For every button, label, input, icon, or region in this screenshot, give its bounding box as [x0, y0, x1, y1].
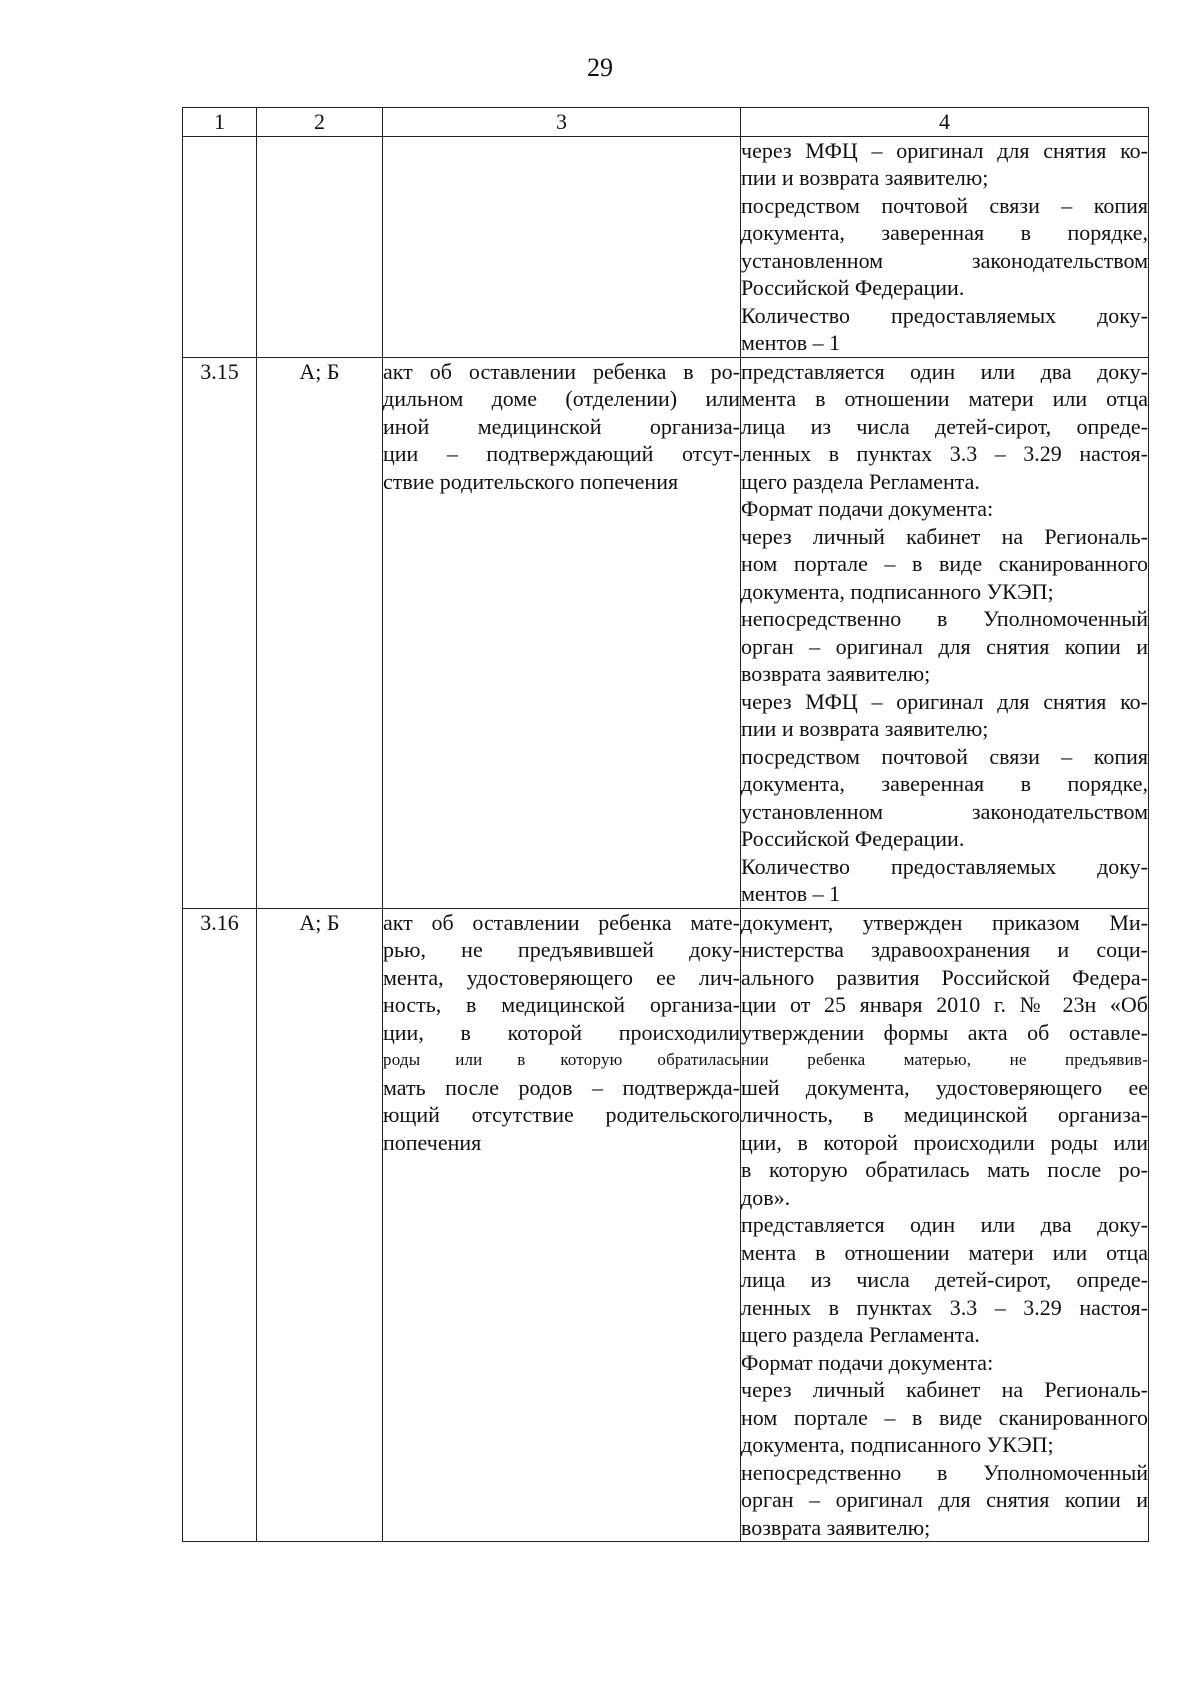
column-header-3: 3 — [383, 108, 741, 137]
requirements-line: посредством почтовой связи – копия — [741, 743, 1148, 769]
requirements-line: ленных в пунктах 3.3 – 3.29 настоя- — [741, 441, 1148, 466]
requirements-line: орган – оригинал для снятия копии и — [741, 633, 1148, 659]
requirements-line: ном портале – в виде сканированного — [741, 1404, 1148, 1430]
document-name-line: ции, в которой происходили — [383, 1019, 740, 1045]
requirements-line: орган – оригинал для снятия копии и — [741, 1487, 1148, 1512]
table-row — [183, 357, 1149, 908]
document-name-line: попечения — [383, 1129, 482, 1155]
requirements-line: Российской Федерации. — [741, 826, 965, 851]
document-requirements-cell — [741, 136, 1149, 357]
requirements-line: установленном законодательством — [741, 798, 1148, 824]
document-name-line: ющий отсутствие родительского — [383, 1102, 740, 1127]
document-name-line: ции – подтверждающий отсут- — [383, 441, 740, 466]
applicant-category-cell: А; Б — [257, 908, 383, 1542]
requirements-line: ции, в которой происходили роды или — [741, 1129, 1148, 1155]
document-name-line: роды или в которую обратилась — [383, 1050, 740, 1069]
requirements-line: документа, подписанного УКЭП; — [741, 1432, 1054, 1457]
requirements-line: ном портале – в виде сканированного — [741, 551, 1148, 576]
document-name-line: мать после родов – подтвержда- — [383, 1074, 740, 1100]
document-name-cell — [383, 908, 741, 1542]
page-number: 29 — [587, 53, 613, 82]
requirements-line: непосредственно в Уполномоченный — [741, 606, 1148, 631]
requirements-line: в которую обратилась мать после ро- — [741, 1157, 1148, 1182]
requirements-line: через личный кабинет на Региональ- — [741, 523, 1148, 549]
column-header-4: 4 — [741, 108, 1149, 137]
document-name-line: рью, не предъявившей доку- — [383, 937, 740, 962]
column-header-1: 1 — [183, 108, 257, 137]
requirements-line: Количество предоставляемых доку- — [741, 853, 1148, 879]
requirements-line: мента в отношении матери или отца — [741, 1239, 1148, 1265]
requirements-line: щего раздела Регламента. — [741, 1322, 980, 1347]
row-number-cell: 3.16 — [183, 908, 257, 1542]
document-requirements-cell — [741, 908, 1149, 1542]
table-row — [183, 908, 1149, 1542]
requirements-line: представляется один или два доку- — [741, 1212, 1148, 1237]
requirements-line: пии и возврата заявителю; — [741, 165, 989, 190]
requirements-line: пии и возврата заявителю; — [741, 716, 989, 741]
requirements-line: через МФЦ – оригинал для снятия ко- — [741, 688, 1148, 714]
requirements-line: ленных в пунктах 3.3 – 3.29 настоя- — [741, 1294, 1148, 1320]
requirements-line: посредством почтовой связи – копия — [741, 192, 1148, 218]
requirements-line: Формат подачи документа: — [741, 496, 994, 521]
requirements-line: нистерства здравоохранения и соци- — [741, 937, 1148, 962]
requirements-line: шей документа, удостоверяющего ее — [741, 1074, 1148, 1100]
document-name-line: акт об оставлении ребенка мате- — [383, 909, 740, 935]
requirements-line: представляется один или два доку- — [741, 358, 1148, 384]
requirements-line: щего раздела Регламента. — [741, 468, 980, 494]
requirements-line: лица из числа детей-сирот, опреде- — [741, 1267, 1148, 1292]
requirements-line: через личный кабинет на Региональ- — [741, 1377, 1148, 1402]
requirements-line: мента в отношении матери или отца — [741, 386, 1148, 411]
requirements-line: через МФЦ – оригинал для снятия ко- — [741, 137, 1148, 163]
table-header-row — [183, 108, 1149, 137]
requirements-line: ции от 25 января 2010 г. № 23н «Об — [741, 992, 1148, 1017]
table-body — [183, 136, 1149, 1542]
requirements-line: ментов – 1 — [741, 330, 841, 355]
requirements-line: документ, утвержден приказом Ми- — [741, 909, 1148, 935]
document-name-line: ствие родительского попечения — [383, 468, 679, 494]
row-number-cell: 3.15 — [183, 357, 257, 908]
requirements-line: ментов – 1 — [741, 881, 841, 906]
applicant-category-cell — [257, 136, 383, 357]
document-name-line: ность, в медицинской организа- — [383, 992, 740, 1017]
document-requirements-cell — [741, 357, 1149, 908]
requirements-line: возврата заявителю; — [741, 1514, 931, 1540]
document-name-line: мента, удостоверяющего ее лич- — [383, 964, 740, 990]
requirements-line: дов». — [741, 1184, 791, 1210]
requirements-line: установленном законодательством — [741, 247, 1148, 273]
requirements-line: утверждении формы акта об оставле- — [741, 1019, 1148, 1045]
requirements-line: документа, заверенная в порядке, — [741, 771, 1148, 796]
requirements-line: возврата заявителю; — [741, 661, 931, 686]
requirements-line: непосредственно в Уполномоченный — [741, 1459, 1148, 1485]
requirements-line: документа, заверенная в порядке, — [741, 220, 1148, 245]
column-header-2: 2 — [257, 108, 383, 137]
document-name-line: иной медицинской организа- — [383, 413, 740, 439]
requirements-line: Формат подачи документа: — [741, 1349, 994, 1375]
requirements-line: ального развития Российской Федера- — [741, 964, 1148, 990]
row-number-cell — [183, 136, 257, 357]
document-name-line: дильном доме (отделении) или — [383, 386, 740, 411]
applicant-category-cell: А; Б — [257, 357, 383, 908]
requirements-line: личность, в медицинской организа- — [741, 1102, 1148, 1127]
requirements-line: документа, подписанного УКЭП; — [741, 578, 1054, 604]
table-row — [183, 136, 1149, 357]
documents-table — [182, 107, 1149, 1542]
requirements-line: лица из числа детей-сирот, опреде- — [741, 413, 1148, 439]
requirements-line: нии ребенка матерью, не предъявив- — [741, 1050, 1148, 1069]
requirements-line: Российской Федерации. — [741, 275, 965, 300]
document-name-cell — [383, 357, 741, 908]
document-name-line: акт об оставлении ребенка в ро- — [383, 358, 740, 384]
document-name-cell — [383, 136, 741, 357]
requirements-line: Количество предоставляемых доку- — [741, 302, 1148, 328]
